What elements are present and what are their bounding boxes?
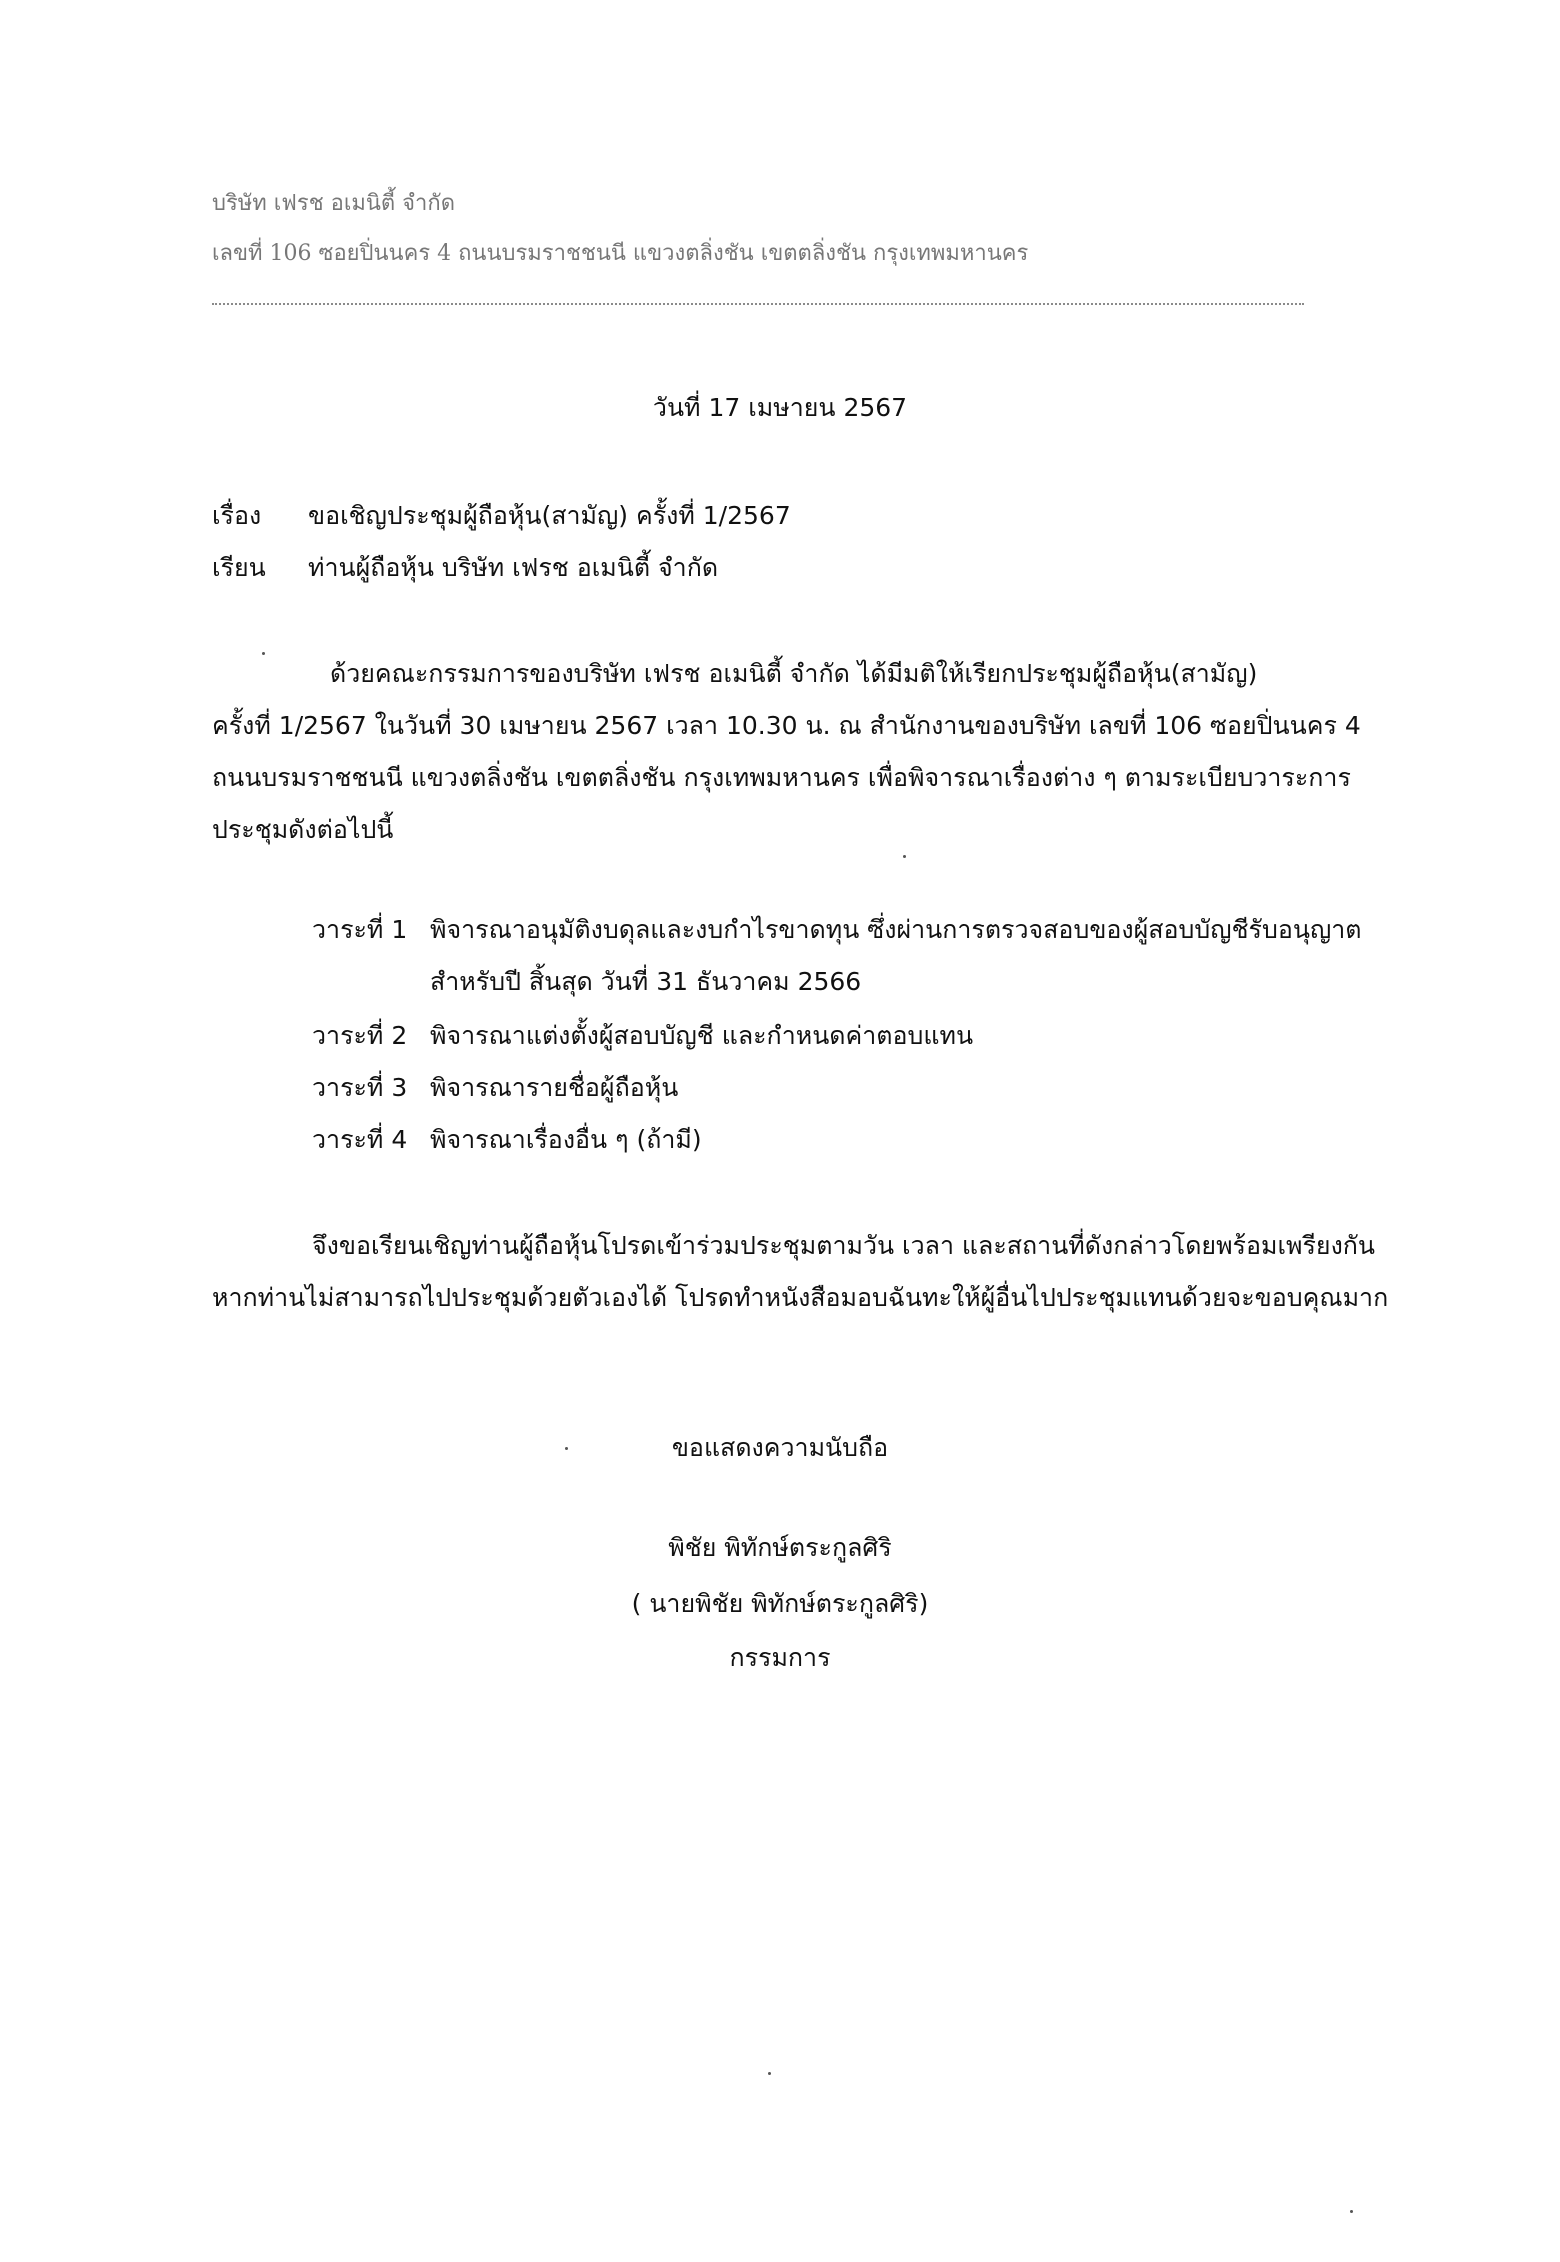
agenda-label: วาระที่ 4 (312, 1125, 408, 1154)
addressee-text: ท่านผู้ถือหุ้น บริษัท เฟรช อเมนิตี้ จำกัด (308, 553, 719, 582)
agenda-label: วาระที่ 3 (312, 1073, 408, 1102)
agenda-label: วาระที่ 2 (312, 1021, 408, 1050)
addressee-label: เรียน (212, 553, 266, 582)
subject-text: ขอเชิญประชุมผู้ถือหุ้น(สามัญ) ครั้งที่ 1/2567 (308, 501, 791, 530)
agenda-text: พิจารณารายชื่อผู้ถือหุ้น (430, 1073, 679, 1102)
company-address: เลขที่ 106 ซอยปิ่นนคร 4 ถนนบรมราชชนนี แขวงตลิ่งชัน เขตตลิ่งชัน กรุงเทพมหานคร (212, 241, 1029, 266)
signer-position: กรรมการ (729, 1643, 831, 1672)
printed-name: ( นายพิชัย พิทักษ์ตระกูลศิริ) (631, 1589, 929, 1618)
scan-speck (768, 2072, 771, 2075)
scan-speck (1350, 2210, 1353, 2213)
scan-speck (262, 652, 265, 655)
agenda-text: พิจารณาอนุมัติงบดุลและงบกำไรขาดทุน ซึ่งผ่านการตรวจสอบของผู้สอบบัญชีรับอนุญาต (430, 915, 1362, 944)
regards-text: ขอแสดงความนับถือ (671, 1433, 889, 1462)
agenda-text: สำหรับปี สิ้นสุด วันที่ 31 ธันวาคม 2566 (430, 967, 862, 996)
subject-label: เรื่อง (212, 501, 262, 530)
intro-line: ถนนบรมราชชนนี แขวงตลิ่งชัน เขตตลิ่งชัน กรุงเทพมหานคร เพื่อพิจารณาเรื่องต่าง ๆ ตามระเบียบวาระการ (212, 763, 1351, 792)
scan-speck (903, 855, 906, 858)
closing-line: จึงขอเรียนเชิญท่านผู้ถือหุ้นโปรดเข้าร่วมประชุมตามวัน เวลา และสถานที่ดังกล่าวโดยพร้อมเพรียงกัน (312, 1231, 1376, 1260)
company-name: บริษัท เฟรช อเมนิตี้ จำกัด (212, 191, 456, 216)
closing-line: หากท่านไม่สามารถไปประชุมด้วยตัวเองได้ โปรดทำหนังสือมอบฉันทะให้ผู้อื่นไปประชุมแทนด้วยจะขอบคุณมาก (212, 1283, 1389, 1312)
intro-line: ครั้งที่ 1/2567 ในวันที่ 30 เมษายน 2567 เวลา 10.30 น. ณ สำนักงานของบริษัท เลขที่ 106 ซอยปิ่นนคร 4 (212, 711, 1361, 740)
letterhead-divider (212, 303, 1304, 305)
agenda-text: พิจารณาเรื่องอื่น ๆ (ถ้ามี) (430, 1125, 702, 1154)
agenda-text: พิจารณาแต่งตั้งผู้สอบบัญชี และกำหนดค่าตอบแทน (430, 1021, 974, 1050)
intro-line: ประชุมดังต่อไปนี้ (212, 815, 394, 844)
intro-line: ด้วยคณะกรรมการของบริษัท เฟรช อเมนิตี้ จำกัด ได้มีมติให้เรียกประชุมผู้ถือหุ้น(สามัญ) (330, 659, 1258, 688)
signed-name: พิชัย พิทักษ์ตระกูลศิริ (668, 1533, 892, 1562)
letter-date: วันที่ 17 เมษายน 2567 (652, 393, 908, 422)
agenda-label: วาระที่ 1 (312, 915, 408, 944)
scan-speck (565, 1447, 568, 1450)
